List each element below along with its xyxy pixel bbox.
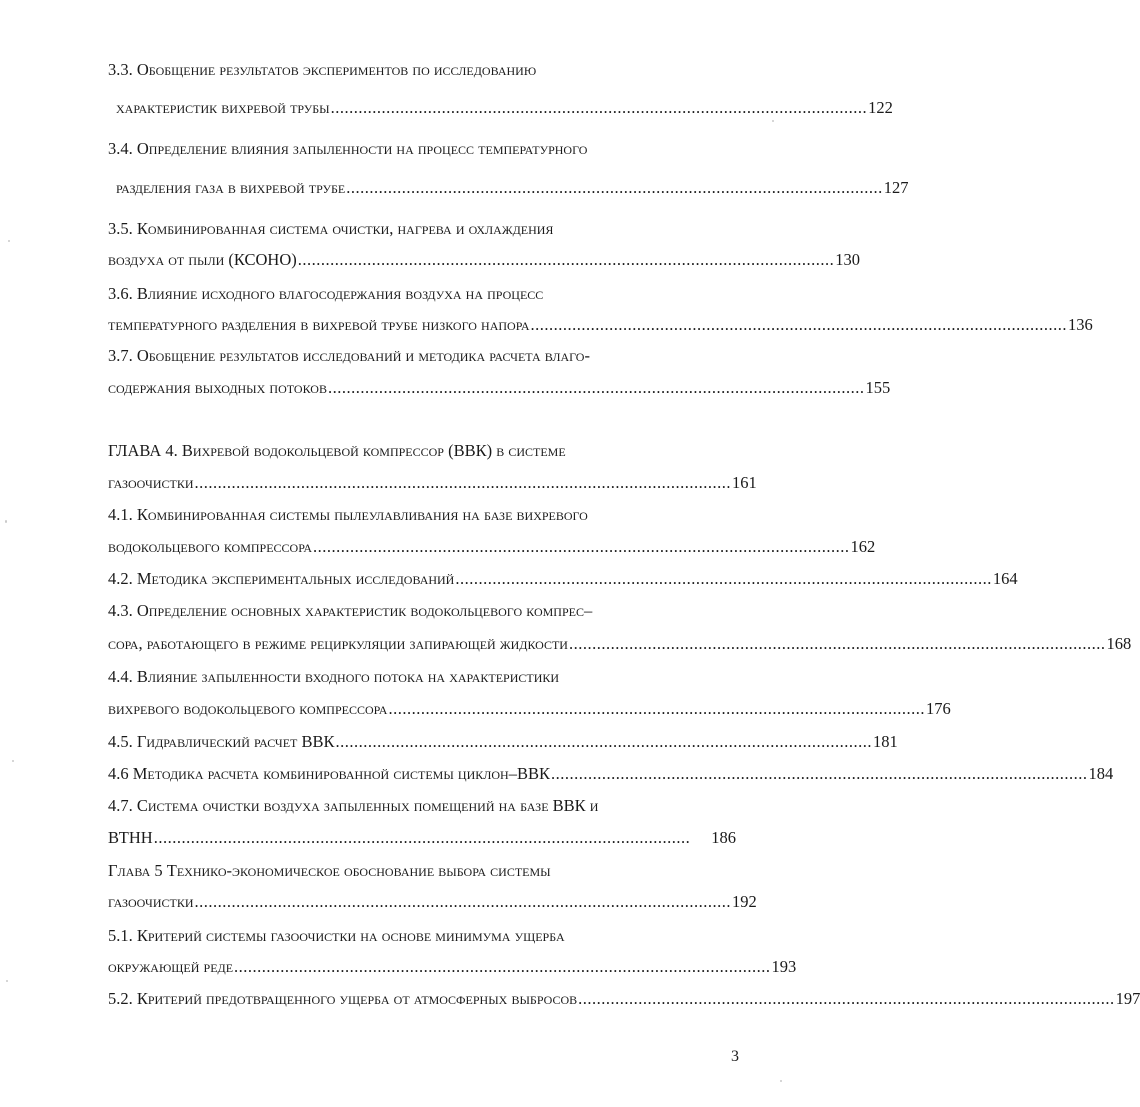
toc-line-3-5 <box>108 219 736 239</box>
toc-heading-text: 4.7. Система очистки воздуха запыленных помещений на базе ВВК и <box>108 796 599 815</box>
toc-entry-3-3 <box>116 98 893 118</box>
toc-heading-text: 3.6. Влияние исходного влагосодержания воздуха на процесс <box>108 284 544 303</box>
toc-entry-3-4 <box>116 178 909 198</box>
toc-line-3-4 <box>108 139 736 159</box>
toc-entry-text: газоочистки <box>108 473 194 492</box>
toc-entry-4-3 <box>108 634 1132 654</box>
toc-heading-text: 4.4. Влияние запыленности входного потока на характеристики <box>108 667 560 686</box>
scan-speck <box>5 520 7 523</box>
toc-line-4-1 <box>108 505 736 525</box>
scan-speck <box>12 760 14 762</box>
toc-entry-text: 5.2. Критерий предотвращенного ущерба от атмосферных выбросов <box>108 989 578 1008</box>
toc-page-number: 161 <box>732 473 757 492</box>
toc-page-number: 186 <box>711 828 736 847</box>
toc-entry-text: разделения газа в вихревой трубе <box>116 178 346 197</box>
toc-leader-dots: .................................................................................................................... <box>551 764 1088 783</box>
toc-heading-text: 4.3. Определение основных характеристик водокольцевого компрес– <box>108 601 593 620</box>
toc-line-4-7 <box>108 796 736 816</box>
toc-leader-dots: .................................................................................................................... <box>335 732 873 751</box>
toc-heading-text: 3.4. Определение влияния запыленности на процесс температурного <box>108 139 588 158</box>
toc-line-chapter-5 <box>108 861 736 881</box>
toc-entry-text: водокольцевого компрессора <box>108 537 313 556</box>
toc-heading-text: ГЛАВА 4. Вихревой водокольцевой компрессор (ВВК) в системе <box>108 441 566 460</box>
toc-leader-dots: .................................................................................................................... <box>578 989 1115 1008</box>
scan-speck <box>6 980 8 982</box>
toc-line-chapter-4 <box>108 441 736 461</box>
toc-entry-4-1 <box>108 537 876 557</box>
page-number: 3 <box>731 1048 739 1065</box>
toc-heading-text: 3.5. Комбинированная система очистки, нагрева и охлаждения <box>108 219 554 238</box>
toc-entry-text: температурного разделения в вихревой трубе низкого напора <box>108 315 530 334</box>
toc-heading-text: 4.1. Комбинированная системы пылеулавливания на базе вихревого <box>108 505 588 524</box>
toc-leader-dots: .................................................................................................................... <box>313 537 850 556</box>
toc-entry-text: 4.2. Методика экспериментальных исследований <box>108 569 455 588</box>
toc-entry-text: ВТНН <box>108 828 153 847</box>
toc-entry-text: сора, работающего в режиме рециркуляции запирающей жидкости <box>108 634 568 653</box>
toc-page-number: 130 <box>835 250 861 269</box>
toc-entry-chapter-4 <box>108 473 757 493</box>
toc-entry-text: окружающей реде <box>108 957 234 976</box>
toc-leader-dots: .................................................................................................................... <box>194 473 732 492</box>
toc-leader-dots: .................................................................................................................... <box>234 957 771 976</box>
toc-entry-4-5 <box>108 732 898 752</box>
toc-heading-text: 3.7. Обобщение результатов исследований и методика расчета влаго- <box>108 346 590 365</box>
toc-line-4-4 <box>108 667 736 687</box>
toc-line-4-3 <box>108 601 736 621</box>
toc-entry-text: содержания выходных потоков <box>108 378 327 397</box>
toc-heading-text: Глава 5 Технико-экономическое обоснование выбора системы <box>108 861 551 880</box>
toc-entry-3-5 <box>108 250 861 270</box>
toc-page-number: 181 <box>873 732 898 751</box>
toc-entry-5-2 <box>108 989 1140 1009</box>
scan-speck <box>8 240 10 242</box>
toc-leader-dots: .................................................................................................................... <box>568 634 1106 653</box>
toc-entry-3-7 <box>108 378 891 398</box>
toc-heading-text: 3.3. Обобщение результатов экспериментов по исследованию <box>108 60 537 79</box>
toc-leader-dots: .................................................................................................................... <box>330 98 868 117</box>
toc-entry-text: характеристик вихревой трубы <box>116 98 330 117</box>
toc-line-3-3 <box>108 60 736 80</box>
toc-page-number: 122 <box>868 98 893 117</box>
toc-leader-dots: .................................................................................................................... <box>388 699 925 718</box>
toc-entry-text: вихревого водокольцевого компрессора <box>108 699 388 718</box>
toc-heading-text: 5.1. Критерий системы газоочистки на основе минимума ущерба <box>108 926 565 945</box>
toc-entry-text: воздуха от пыли (КСОНО) <box>108 250 297 269</box>
toc-page-number: 176 <box>925 699 951 718</box>
toc-line-3-6 <box>108 284 736 304</box>
toc-page-number: 164 <box>992 569 1018 588</box>
toc-page-number: 184 <box>1088 764 1114 783</box>
toc-entry-5-1 <box>108 957 797 977</box>
scan-speck <box>780 1080 782 1082</box>
toc-leader-dots: .................................................................................................................... <box>297 250 835 269</box>
toc-page-number: 192 <box>732 892 757 911</box>
toc-entry-4-4 <box>108 699 951 719</box>
scan-speck <box>772 120 774 122</box>
toc-leader-dots: .................................................................................................................... <box>346 178 883 197</box>
toc-line-5-1 <box>108 926 736 946</box>
toc-entry-text: 4.5. Гидравлический расчет ВВК <box>108 732 335 751</box>
toc-entry-text: газоочистки <box>108 892 194 911</box>
toc-entry-3-6 <box>108 315 1093 335</box>
toc-leader-dots: .................................................................................................................... <box>153 828 691 847</box>
toc-page-number: 127 <box>883 178 909 197</box>
toc-entry-4-6 <box>108 764 1114 784</box>
toc-page-number: 155 <box>865 378 891 397</box>
toc-page-number: 168 <box>1106 634 1132 653</box>
toc-page-number: 136 <box>1068 315 1093 334</box>
toc-leader-dots: .................................................................................................................... <box>194 892 732 911</box>
toc-leader-dots: .................................................................................................................... <box>455 569 992 588</box>
toc-page-number: 162 <box>850 537 876 556</box>
toc-entry-4-2 <box>108 569 1018 589</box>
toc-leader-dots: .................................................................................................................... <box>530 315 1067 334</box>
toc-leader-dots: .................................................................................................................... <box>327 378 865 397</box>
toc-entry-text: 4.6 Методика расчета комбинированной системы циклон–ВВК <box>108 764 550 783</box>
toc-entry-chapter-5 <box>108 892 757 912</box>
toc-line-3-7 <box>108 346 736 366</box>
toc-page-number: 197 <box>1115 989 1140 1008</box>
toc-page-number: 193 <box>771 957 797 976</box>
toc-entry-4-7 <box>108 828 736 848</box>
